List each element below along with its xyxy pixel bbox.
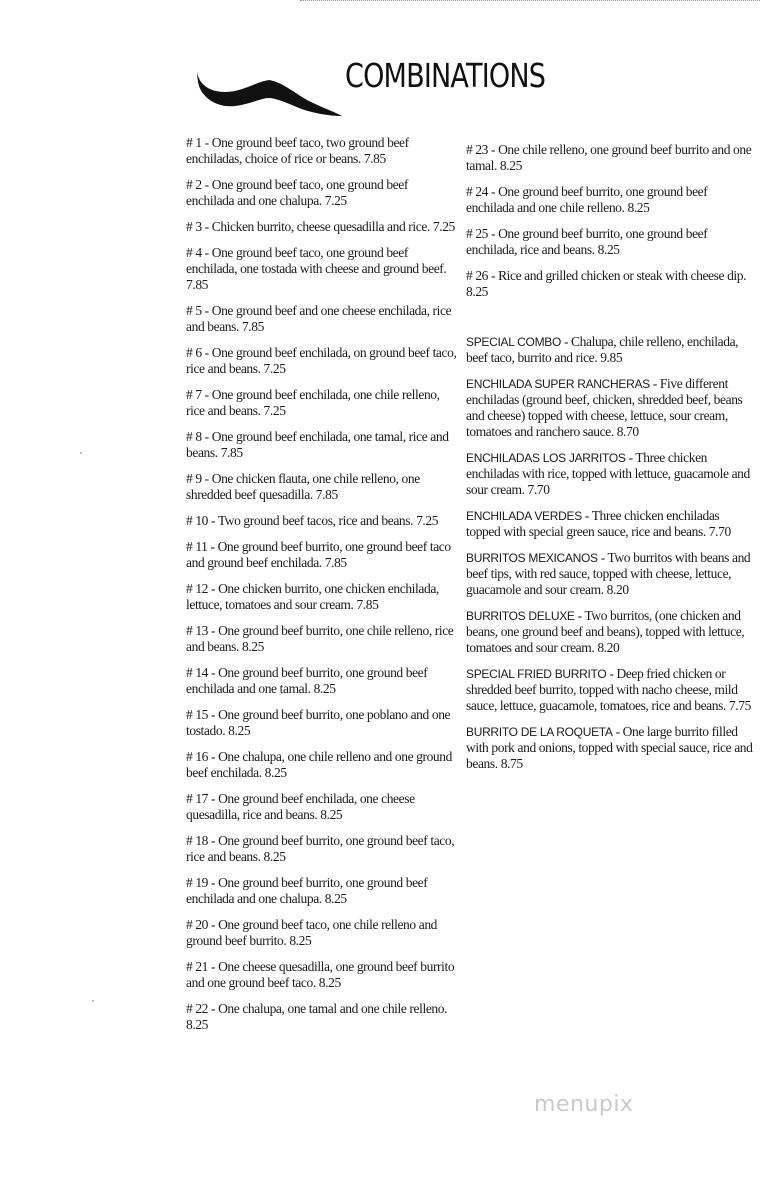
mustache-icon [195, 58, 343, 118]
right-column [466, 142, 756, 782]
scan-edge-line [300, 0, 760, 4]
menu-item: # 20 - One ground beef taco, one chile relleno and ground beef burrito. 8.25 [186, 917, 438, 948]
special-item [466, 724, 756, 772]
special-name: ENCHILADA SUPER RANCHERAS [466, 377, 650, 391]
special-name: ENCHILADAS LOS JARRITOS [466, 451, 626, 465]
scan-speck [92, 1000, 94, 1002]
special-name: BURRITO DE LA ROQUETA [466, 725, 613, 739]
menu-item: # 19 - One ground beef burrito, one ground beef enchilada and one chalupa. 8.25 [186, 875, 428, 906]
special-item [466, 376, 756, 440]
menu-item: # 1 - One ground beef taco, two ground beef enchiladas, choice of rice or beans. 7.85 [186, 135, 409, 166]
special-name: BURRITOS DELUXE [466, 609, 575, 623]
menu-item: # 2 - One ground beef taco, one ground beef enchilada and one chalupa. 7.25 [186, 177, 408, 208]
special-desc: - Three chicken enchiladas topped with special green sauce, rice and beans. 7.70 [466, 508, 731, 539]
menu-item: # 26 - Rice and grilled chicken or steak with cheese dip. 8.25 [466, 268, 747, 299]
special-desc: - Two burritos with beans and beef tips, with red sauce, topped with cheese, lettuce, guacamole and sour cream. 8.20 [466, 550, 751, 597]
special-item [466, 550, 756, 598]
special-name: SPECIAL COMBO [466, 335, 562, 349]
menu-item: # 12 - One chicken burrito, one chicken enchilada, lettuce, tomatoes and sour cream. 7.85 [186, 581, 439, 612]
menu-item: # 10 - Two ground beef tacos, rice and beans. 7.25 [186, 513, 439, 528]
left-column [186, 135, 458, 1043]
special-desc: - One large burrito filled with pork and onions, topped with special sauce, rice and beans. 8.75 [466, 724, 753, 771]
menu-item: # 9 - One chicken flauta, one chile relleno, one shredded beef quesadilla. 7.85 [186, 471, 420, 502]
special-item [466, 666, 756, 714]
special-item [466, 334, 756, 366]
menu-item: # 24 - One ground beef burrito, one ground beef enchilada and one chile relleno. 8.25 [466, 184, 708, 215]
special-desc: - Five different enchiladas (ground beef, chicken, shredded beef, beans and cheese) topped with cheese, lettuce, sour cream, tomatoes and ranchero sauce. 8.70 [466, 376, 743, 439]
menu-item: # 22 - One chalupa, one tamal and one chile relleno. 8.25 [186, 1001, 448, 1032]
menu-item: # 3 - Chicken burrito, cheese quesadilla and rice. 7.25 [186, 219, 455, 234]
menu-item: # 21 - One cheese quesadilla, one ground beef burrito and one ground beef taco. 8.25 [186, 959, 455, 990]
menu-item: # 17 - One ground beef enchilada, one cheese quesadilla, rice and beans. 8.25 [186, 791, 415, 822]
menu-item: # 11 - One ground beef burrito, one ground beef taco and ground beef enchilada. 7.85 [186, 539, 451, 570]
special-desc: - Deep fried chicken or shredded beef burrito, topped with nacho cheese, mild sauce, lettuce, guacamole, tomatoes, rice and beans. 7.75 [466, 666, 751, 713]
menu-item: # 5 - One ground beef and one cheese enchilada, rice and beans. 7.85 [186, 303, 452, 334]
menu-item: # 25 - One ground beef burrito, one ground beef enchilada, rice and beans. 8.25 [466, 226, 708, 257]
special-name: ENCHILADA VERDES [466, 509, 582, 523]
menu-item: # 4 - One ground beef taco, one ground beef enchilada, one tostada with cheese and ground beef. 7.85 [186, 245, 447, 292]
menu-item: # 14 - One ground beef burrito, one ground beef enchilada and one tamal. 8.25 [186, 665, 428, 696]
special-name: BURRITOS MEXICANOS [466, 551, 598, 565]
watermark-logo: menupix [534, 1092, 634, 1117]
scan-speck [80, 452, 82, 454]
special-desc: - Chalupa, chile relleno, enchilada, beef taco, burrito and rice. 9.85 [466, 334, 739, 365]
menu-item: # 23 - One chile relleno, one ground beef burrito and one tamal. 8.25 [466, 142, 752, 173]
menu-item: # 18 - One ground beef burrito, one ground beef taco, rice and beans. 8.25 [186, 833, 455, 864]
special-name: SPECIAL FRIED BURRITO [466, 667, 607, 681]
menu-item: # 15 - One ground beef burrito, one poblano and one tostado. 8.25 [186, 707, 451, 738]
menu-item: # 8 - One ground beef enchilada, one tamal, rice and beans. 7.85 [186, 429, 449, 460]
page-header [195, 50, 615, 130]
menu-item: # 13 - One ground beef burrito, one chile relleno, rice and beans. 8.25 [186, 623, 454, 654]
special-item [466, 608, 756, 656]
menu-item: # 7 - One ground beef enchilada, one chile relleno, rice and beans. 7.25 [186, 387, 440, 418]
special-item [466, 450, 756, 498]
special-item [466, 508, 756, 540]
special-desc: - Two burritos, (one chicken and beans, one ground beef and beans), topped with lettuce, tomatoes and sour cream. 8.20 [466, 608, 745, 655]
menu-item: # 16 - One chalupa, one chile relleno and one ground beef enchilada. 8.25 [186, 749, 452, 780]
special-desc: - Three chicken enchiladas with rice, topped with lettuce, guacamole and sour cream. 7.70 [466, 450, 750, 497]
page-title: COMBINATIONS [345, 56, 546, 95]
menu-item: # 6 - One ground beef enchilada, on ground beef taco, rice and beans. 7.25 [186, 345, 457, 376]
